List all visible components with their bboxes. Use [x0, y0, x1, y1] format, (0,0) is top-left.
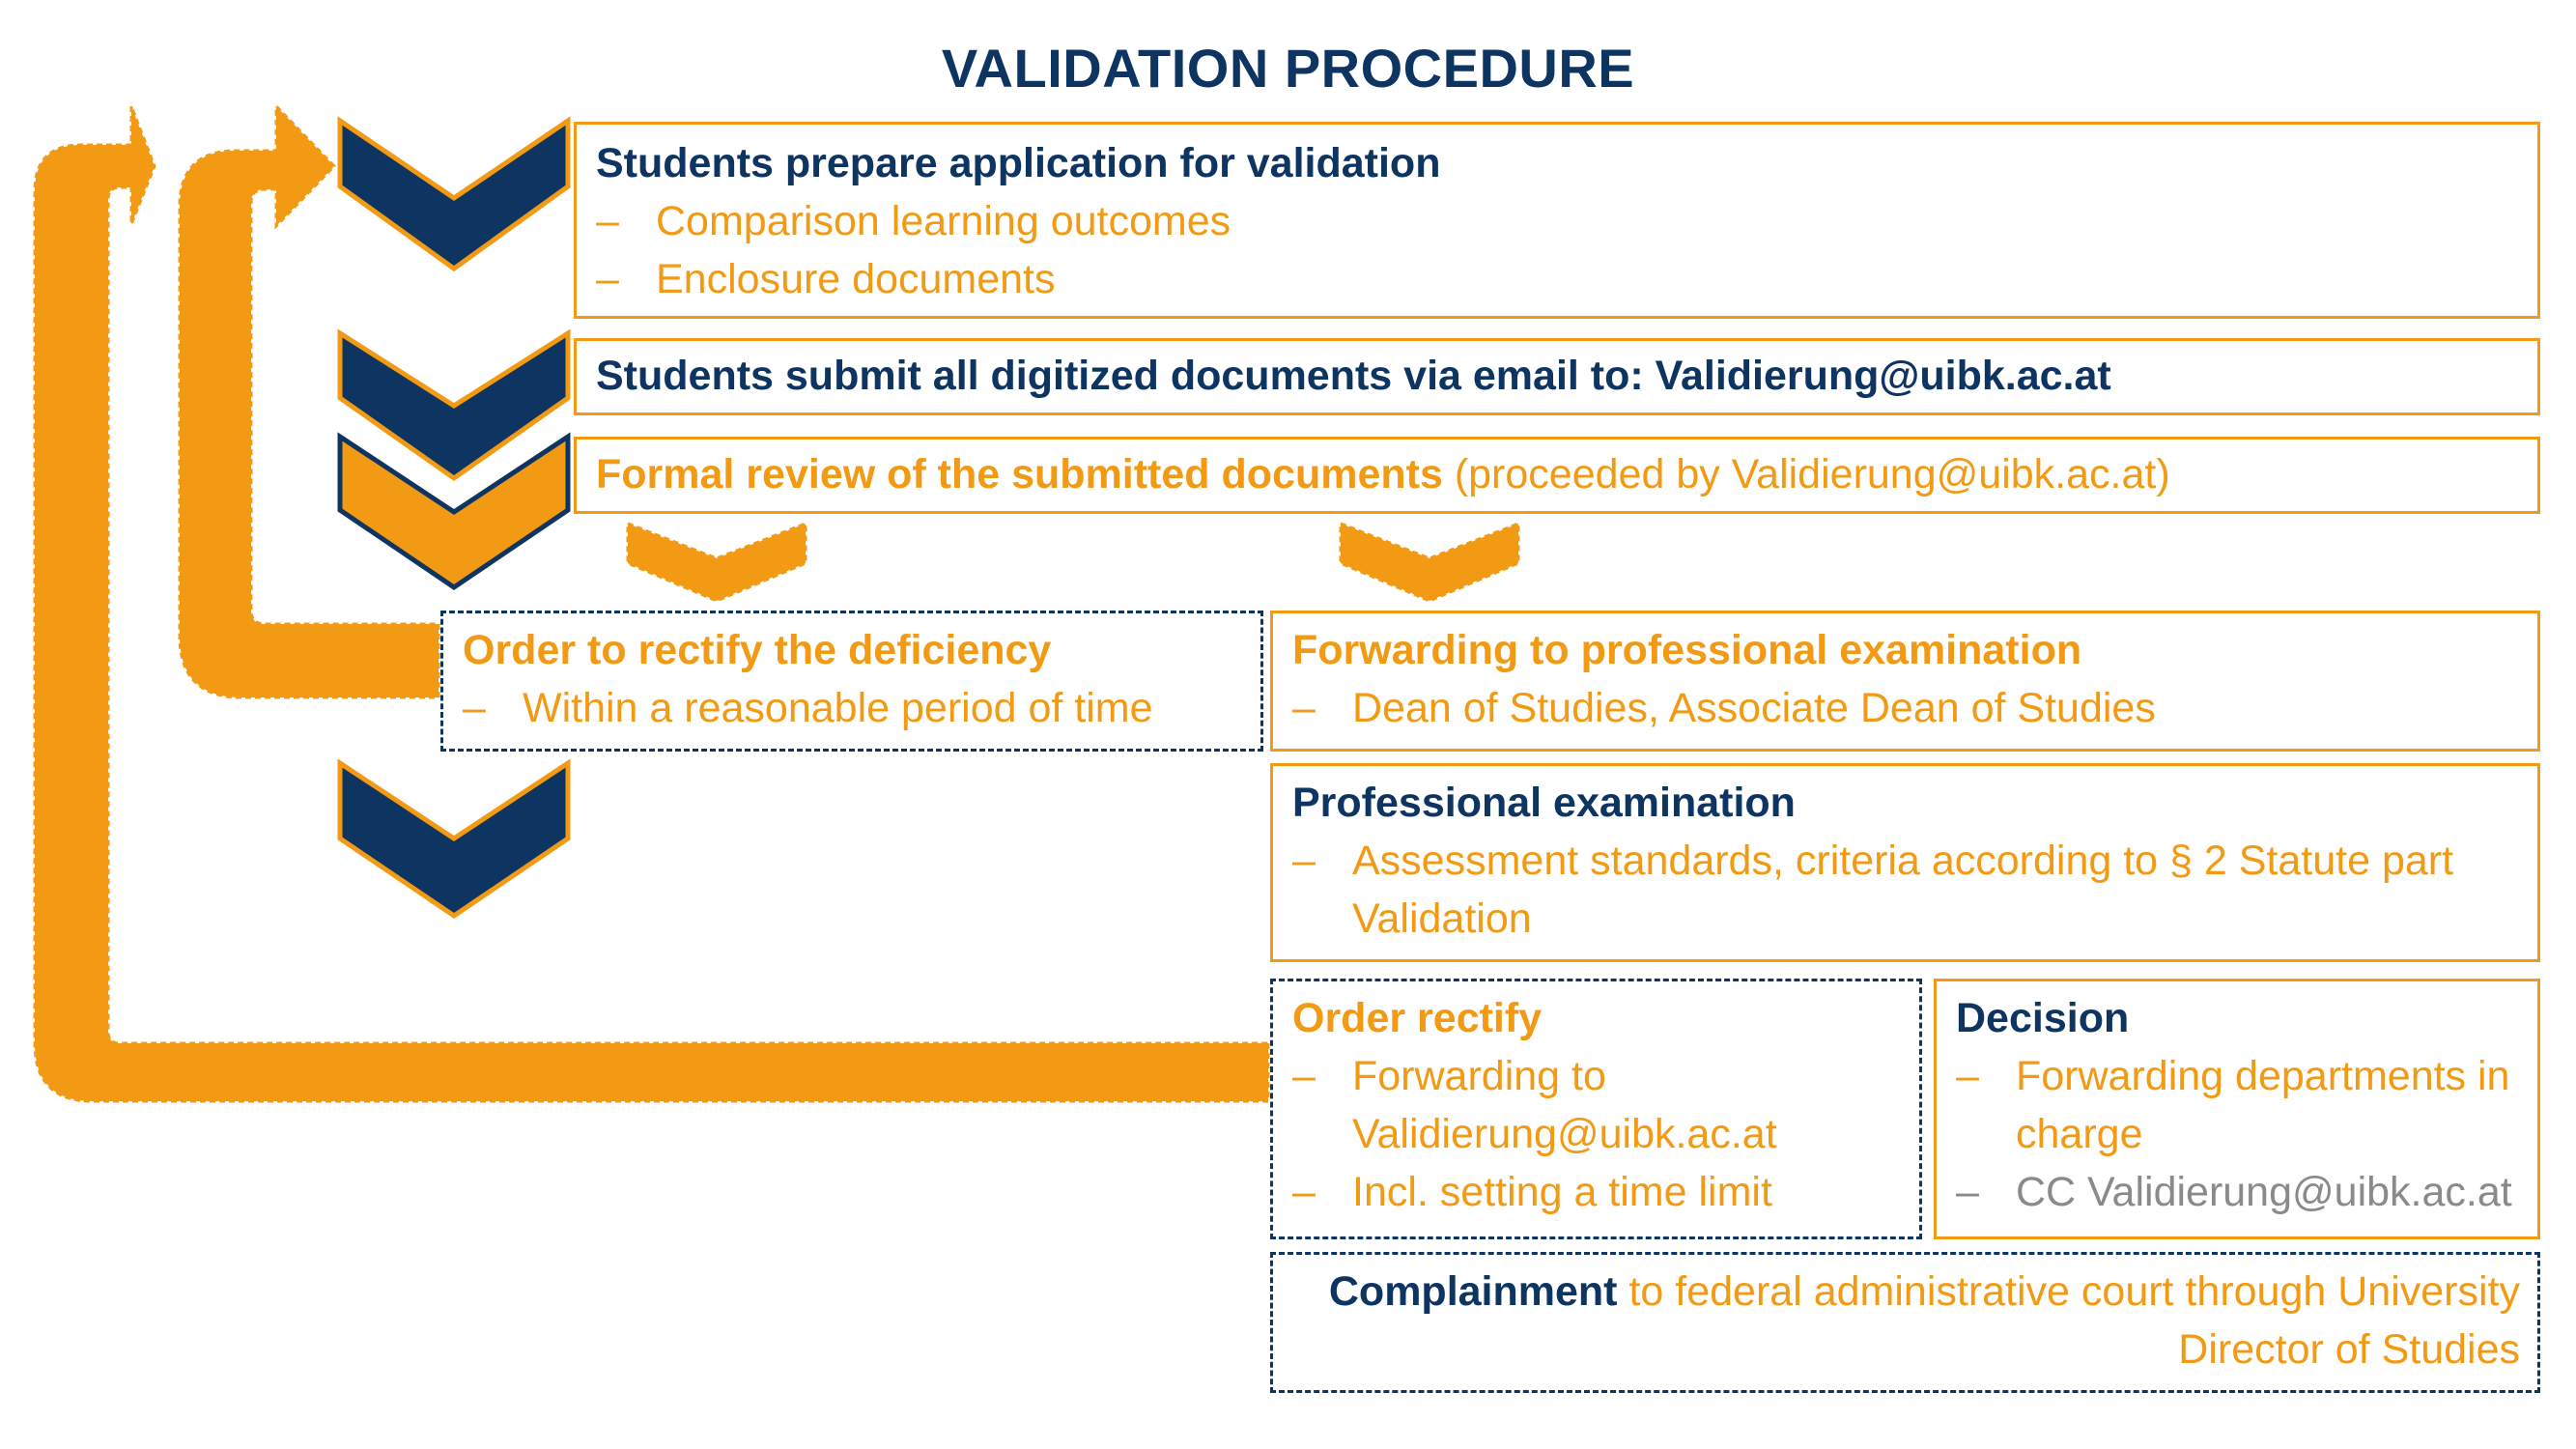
forwarding-heading: Forwarding to professional examination: [1292, 627, 2082, 673]
box-decision: [1934, 979, 2540, 1239]
box-complainment: [1270, 1252, 2540, 1393]
box-professional-examination: [1270, 763, 2540, 962]
chevron-step-prepare-icon: [340, 121, 568, 269]
list-item: – Enclosure documents: [596, 256, 1056, 302]
list-item: – Assessment standards, criteria according to § 2 Statute part Validation: [1292, 838, 2454, 942]
small-chevron-right-icon: [1341, 524, 1518, 601]
formal-review-note: (proceeded by Validierung@uibk.ac.at): [1454, 451, 2170, 497]
chevron-step-examination-icon: [340, 763, 568, 916]
list-item: – Dean of Studies, Associate Dean of Studies: [1292, 685, 2156, 731]
page-title: VALIDATION PROCEDURE: [941, 38, 1635, 99]
list-item: – Incl. setting a time limit: [1292, 1169, 1772, 1215]
submit-heading: Students submit all digitized documents via email to: Validierung@uibk.ac.at: [596, 353, 2111, 399]
box-prepare-application: [574, 122, 2540, 319]
order-rectify-heading: Order rectify: [1292, 995, 1543, 1041]
professional-examination-heading: Professional examination: [1292, 780, 1796, 826]
box-submit-documents: [574, 338, 2540, 415]
list-item: – Forwarding departments in charge: [1956, 1053, 2510, 1157]
box-order-rectify-deficiency: [440, 611, 1263, 752]
list-item: – CC Validierung@uibk.ac.at: [1956, 1169, 2512, 1215]
decision-heading: Decision: [1956, 995, 2130, 1041]
formal-review-heading: Formal review of the submitted documents: [596, 451, 1443, 497]
list-item: – Within a reasonable period of time: [463, 685, 1153, 731]
complainment-heading: Complainment: [1328, 1268, 1618, 1315]
box-forwarding: [1270, 611, 2540, 752]
prepare-heading: Students prepare application for validation: [596, 140, 1441, 186]
list-item: – Comparison learning outcomes: [596, 198, 1231, 244]
small-chevron-left-icon: [628, 524, 806, 601]
complainment-text: to federal administrative court through University Director of Studies: [1628, 1268, 2520, 1373]
list-item: – Forwarding to Validierung@uibk.ac.at: [1292, 1053, 1777, 1157]
order-rectify-deficiency-heading: Order to rectify the deficiency: [463, 627, 1052, 673]
box-order-rectify: [1270, 979, 1922, 1239]
box-formal-review: [574, 437, 2540, 514]
